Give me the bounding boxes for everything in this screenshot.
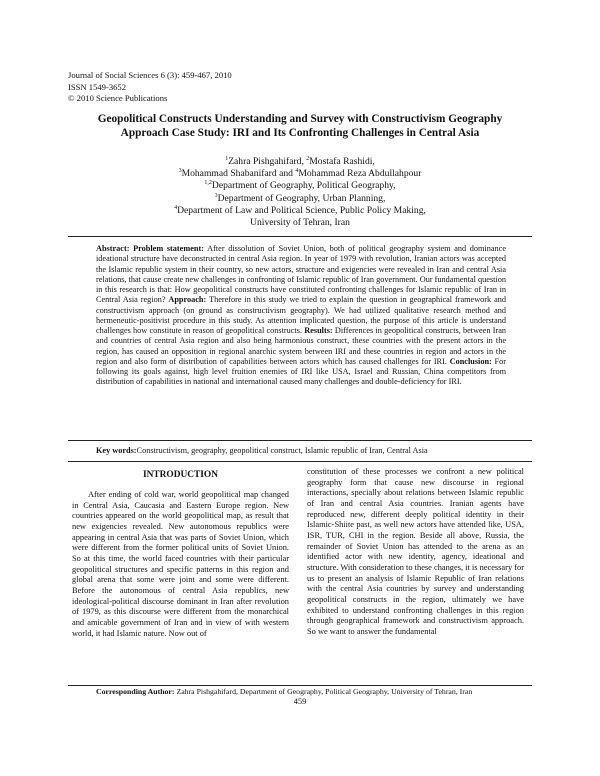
results-label: Results: xyxy=(304,326,333,335)
affiliation-2: $^3$Department of Geography, Urban Planning, xyxy=(214,192,386,204)
left-column xyxy=(72,467,289,639)
keywords-bottom-rule xyxy=(68,461,532,462)
affiliation-4: University of Tehran, Iran xyxy=(250,217,350,229)
keywords-label: Key words: xyxy=(96,446,137,455)
corresponding-author-label: Corresponding Author: xyxy=(96,687,175,696)
footer-rule xyxy=(68,685,532,686)
author-line-2: $^3$Mohammad Shabanifard and $^4$Mohammad Reza Abdullahpour xyxy=(178,168,422,180)
title-line-1: Geopolitical Constructs Understanding and Survey with Constructivism Geography xyxy=(97,113,503,125)
conclusion-text: For following its goals against, high level fruition enemies of IRI like USA, Israel and Russian, China competitors from distribution of capabilities in national and international caused many challenges and double-deficiency for IRI. xyxy=(96,356,506,387)
problem-statement-label: Problem statement: xyxy=(133,244,204,253)
journal-citation: Journal of Social Sciences 6 (3): 459-467, 2010 xyxy=(68,70,232,80)
abstract xyxy=(96,244,506,388)
title-line-2: Approach Case Study: IRI and Its Confronting Challenges in Central Asia xyxy=(120,126,480,139)
author-line-1: $^1$Zahra Pishgahifard, $^2$Mostafa Rashidi, xyxy=(225,156,375,167)
journal-issn: ISSN 1549-3652 xyxy=(68,81,127,92)
journal-copyright: © 2010 Science Publications xyxy=(68,93,168,104)
affiliation-3: $^4$Department of Law and Political Science, Public Policy Making, xyxy=(174,204,426,216)
corresponding-author xyxy=(96,687,536,697)
keywords-text: Constructivism, geography, geopolitical construct, Islamic republic of Iran, Central Asia xyxy=(136,446,428,455)
approach-text: Therefore in this study we tried to explain the question in geographical framework and constructivism approach (on ground as constructivism geography). We had utilized qualitative research method and hermeneutic-positivist procedure in this study. As attention implicated question, the purpose of this article is understand challenges how constitute in reason of geopolitical constructs. xyxy=(96,295,506,335)
affiliation-1: $^{1,2}$Department of Geography, Political Geography, xyxy=(204,180,396,192)
introduction-paragraph-left: After ending of cold war, world geopolitical map changed in Central Asia, Caucasia and Eastern Europe region. New countries appeared on the world geopolitical map, as result that new exigencies revealed. New autonomous republics were appearing in central Asia that was parts of Soviet Union, which were different from the former political units of Soviet Union. So at this time, the world faced countries with their particular geopolitical structures and specific patterns in this region and global arena that some were joint and some were different. Before the autonomous of central Asia republics, new ideological-political discourse dominant in Iran after revolution of 1979, as this discourse were different from the monarchical and amicable government of Iran and in view of with western world, it had Islamic nature. Now out of xyxy=(72,490,289,638)
abstract-bottom-rule xyxy=(68,440,532,441)
keywords xyxy=(96,446,536,457)
paper-title xyxy=(92,113,508,140)
problem-statement-text: After dissolution of Soviet Union, both of political geography system and dominance ideational structure have deconstructed in central Asia region. In year of 1979 with revolution, Iranian actors was accepted the Islamic republic system in their country, so new actors, structure and exigencies were revealed in Iran and central Asia relations, that cause create new challenges in confronting of Islamic republic of Iran government. Our fundamental question in this research is that: How geopolitical constructs have constituted confronting challenges for Islamic republic of Iran in Central Asia region? xyxy=(96,244,507,305)
results-text: Differences in geopolitical constructs, between Iran and countries of central Asia region and also being harmonious construct, these countries with the present actors in the region, has caused an opposition in regional anarchic system between IRI and these countries in region and actors in the region and also form of distribution of capabilities between actors which has caused challenges for IRI. xyxy=(96,326,507,366)
abstract-label: Abstract: xyxy=(96,244,130,253)
author-block xyxy=(92,156,508,229)
approach-label: Approach: xyxy=(168,295,207,305)
right-column xyxy=(307,467,524,638)
journal-info xyxy=(68,70,232,105)
corresponding-author-text: Zahra Pishgahifard, Department of Geography, Political Geography, University of Tehran, Iran xyxy=(174,687,473,696)
abstract-top-rule xyxy=(68,236,532,237)
conclusion-label: Conclusion: xyxy=(449,356,492,366)
introduction-paragraph-right: constitution of these processes we confront a new political geography form that cause new discourse in regional interactions, specially about relations between Islamic republic of Iran and central Asia countries. Iranian agents have reproduced new, different deeply political identity in their Islamic-Shiite past, as well new actors have attended like, USA, ISR, TUR, CHI in the region. Beside all above, Russia, the remainder of Soviet Union has attended to the arena as an identified actor with new identity, agency, ideational and structure. With consideration to these changes, it is necessary for us to present an analysis of Islamic Republic of Iran relations with the central Asia countries by survey and understanding geopolitical constructs in the region, ultimately we have exhibited to understand confronting challenges in this region through geographical framework and constructivism approach. So we want to answer the fundamental xyxy=(307,467,524,636)
page-number: 459 xyxy=(293,697,307,706)
introduction-heading: INTRODUCTION xyxy=(142,470,218,480)
